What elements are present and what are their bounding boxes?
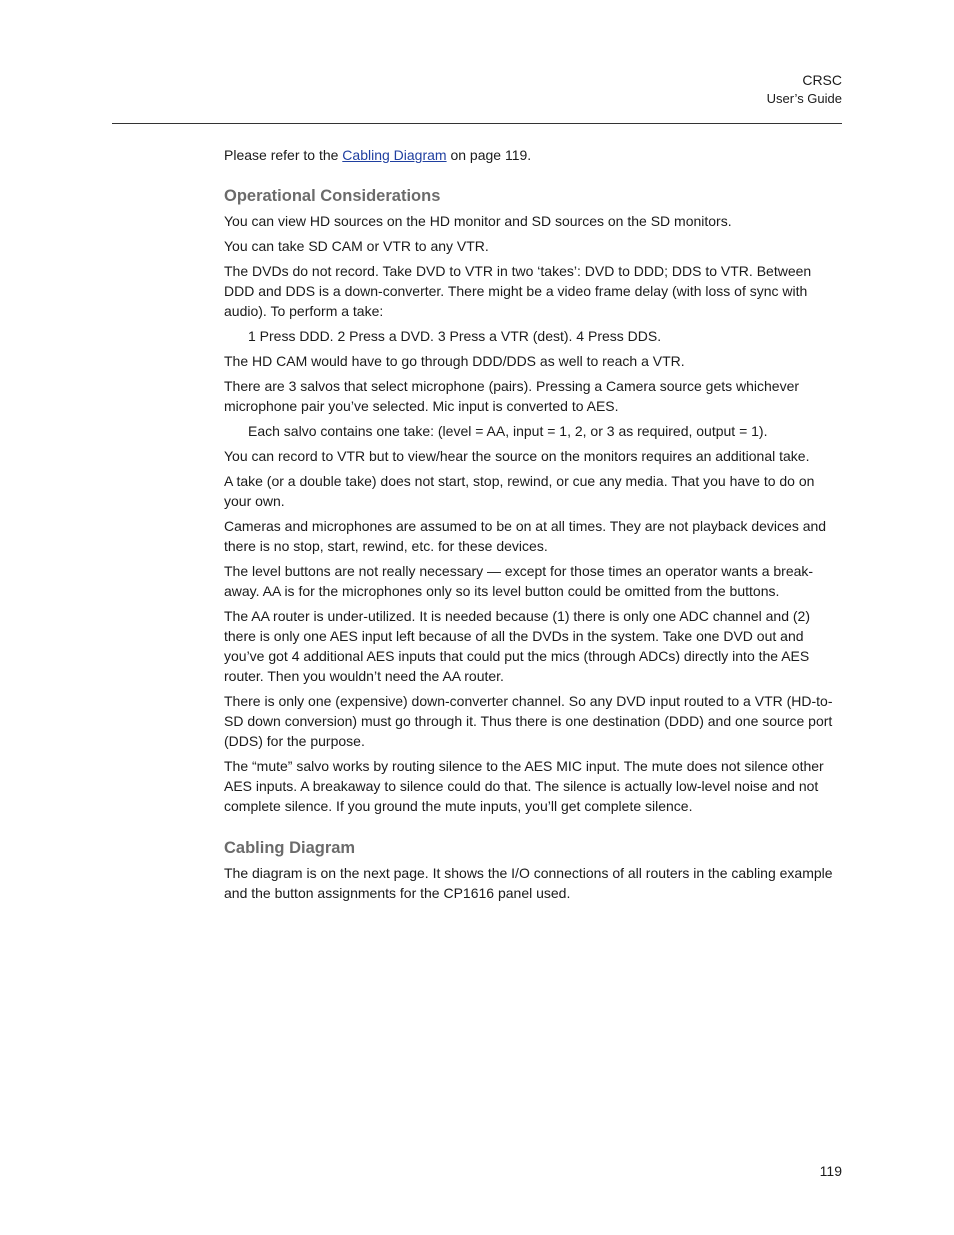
intro-paragraph <box>224 145 842 165</box>
paragraph: You can take SD CAM or VTR to any VTR. <box>224 238 489 254</box>
paragraph: The AA router is under-utilized. It is needed because (1) there is only one ADC channel and (2) there is only one AES input left because of all the DVDs in the system. Take one DVD out and you’ve got 4 additional AES inputs that could put the mics (through ADCs) directly into the AES router. Then you wouldn’t need the AA router. <box>224 608 811 684</box>
paragraph: The level buttons are not really necessary — except for those times an operator wants a break-away. AA is for the microphones only so its level button could be omitted from the buttons. <box>224 563 814 599</box>
paragraph: You can record to VTR but to view/hear the source on the monitors requires an additional take. <box>224 448 810 464</box>
page-number: 119 <box>819 1163 842 1179</box>
header-divider <box>112 123 842 124</box>
header-guide-name: User’s Guide <box>766 91 842 106</box>
paragraph: A take (or a double take) does not start, stop, rewind, or cue any media. That you have to do on your own. <box>224 473 815 509</box>
paragraph: The diagram is on the next page. It shows the I/O connections of all routers in the cabling example and the button assignments for the CP1616 panel used. <box>224 865 833 901</box>
page-body <box>224 145 842 908</box>
section-heading-operational: Operational Considerations <box>224 187 441 205</box>
paragraph: The HD CAM would have to go through DDD/DDS as well to reach a VTR. <box>224 353 685 369</box>
intro-text-before: Please refer to the <box>224 147 343 163</box>
cabling-diagram-link[interactable]: Cabling Diagram <box>342 147 447 163</box>
take-steps: 1 Press DDD. 2 Press a DVD. 3 Press a VTR (dest). 4 Press DDS. <box>248 328 662 344</box>
running-header <box>767 70 842 108</box>
intro-text-after: on page 119. <box>446 147 532 163</box>
salvo-note: Each salvo contains one take: (level = AA, input = 1, 2, or 3 as required, output = 1). <box>248 423 768 439</box>
paragraph: There are 3 salvos that select microphone (pairs). Pressing a Camera source gets whichever microphone pair you’ve selected. Mic input is converted to AES. <box>224 378 800 414</box>
paragraph: The “mute” salvo works by routing silence to the AES MIC input. The mute does not silence other AES inputs. A breakaway to silence could do that. The silence is actually low-level noise and not complete silence. If you ground the mute inputs, you’ll get complete silence. <box>224 758 824 814</box>
paragraph: The DVDs do not record. Take DVD to VTR in two ‘takes’: DVD to DDD; DDS to VTR. Between DDD and DDS is a down-converter. There might be a video frame delay (with loss of sync with audio). To perform a take: <box>224 263 812 319</box>
header-product-name: CRSC <box>802 72 842 88</box>
paragraph: There is only one (expensive) down-converter channel. So any DVD input routed to a VTR (HD-to-SD down conversion) must go through it. Thus there is one destination (DDD) and one source port (DDS) for the purpose. <box>224 693 833 749</box>
paragraph: You can view HD sources on the HD monitor and SD sources on the SD monitors. <box>224 213 732 229</box>
paragraph: Cameras and microphones are assumed to be on at all times. They are not playback devices and there is no stop, start, rewind, etc. for these devices. <box>224 518 827 554</box>
section-heading-cabling: Cabling Diagram <box>224 839 356 857</box>
